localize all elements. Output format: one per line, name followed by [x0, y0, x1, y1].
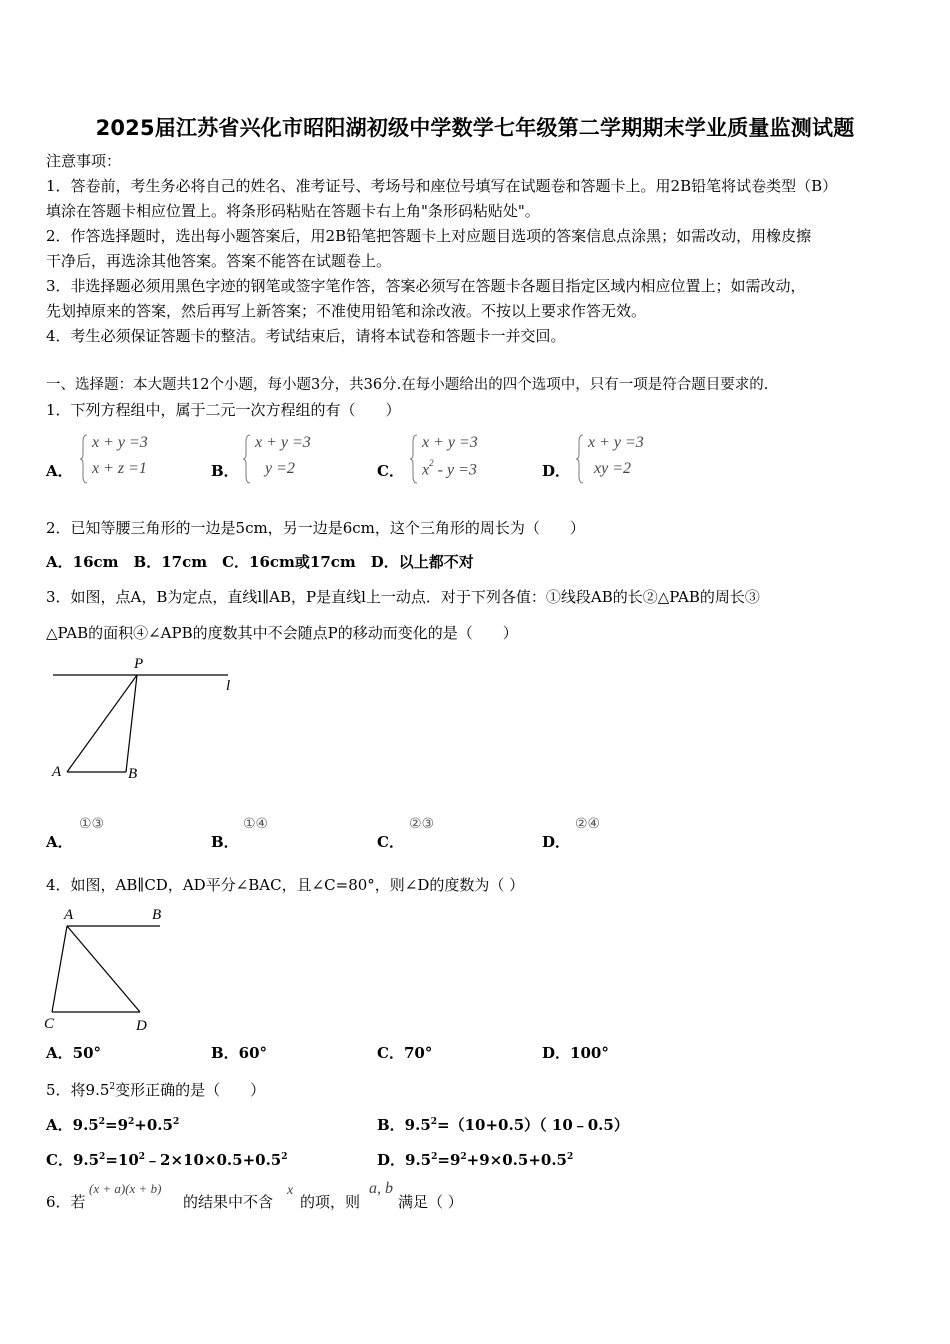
exponent: 2 [172, 1117, 180, 1127]
question-3-stem-line1: 3．如图，点A，B为定点，直线l∥AB，P是直线l上一动点．对于下列各值：①线段AB的长②△PAB的周长③ [46, 588, 760, 606]
segment-pb [126, 675, 137, 772]
question-5-stem [46, 1075, 265, 1103]
label-b: B [128, 766, 138, 782]
equation: x + y =3 [422, 434, 478, 451]
q4-option-a: A．50° [46, 1044, 102, 1062]
equation: xy =2 [594, 460, 631, 477]
q1-option-a-system [80, 434, 170, 488]
segment-pa [67, 675, 137, 772]
q3-option-a-label: A． [46, 833, 73, 851]
q1-option-c-label: C． [377, 462, 404, 480]
q1-option-d-label: D． [542, 462, 571, 480]
q4-option-b: B．60° [211, 1044, 268, 1062]
q3-option-c-value: ②③ [409, 816, 435, 832]
equation: y =2 [265, 460, 295, 477]
question-6-mid2: 的项，则 [300, 1193, 361, 1211]
q3-option-d-value: ②④ [575, 816, 601, 832]
brace-icon [576, 434, 584, 484]
note-line: 干净后，再选涂其他答案。答案不能答在试题卷上。 [46, 252, 392, 270]
q1-option-a-label: A． [46, 462, 73, 480]
option-part: =9 [105, 1116, 129, 1134]
option-part: ﹣2×10×0.5+0.5 [145, 1151, 282, 1169]
q5-option-b [377, 1110, 629, 1138]
q6-expression: (x + a)(x + b) [89, 1181, 162, 1196]
question-4-stem: 4．如图，AB∥CD，AD平分∠BAC，且∠C=80°，则∠D的度数为（ ） [46, 876, 525, 894]
segment-ad [67, 926, 140, 1012]
question-6-mid: 的结果中不含 [183, 1193, 274, 1211]
equation-part: x [422, 461, 430, 479]
exponent: 2 [281, 1152, 288, 1162]
exponent: 2 [109, 1082, 116, 1092]
exponent: 2 [431, 1152, 438, 1162]
q1-option-c-system [410, 434, 510, 488]
option-part: B．9.5 [377, 1116, 431, 1134]
brace-icon [410, 434, 418, 484]
exponent: 2 [567, 1152, 574, 1162]
exponent: 2 [138, 1152, 146, 1162]
q4-option-c: C．70° [377, 1044, 433, 1062]
q1-option-b-label: B． [211, 462, 239, 480]
question-6-post: 满足（ ） [398, 1193, 463, 1211]
q6-variables: a, b [369, 1180, 393, 1197]
label-a: A [64, 907, 74, 923]
label-p: P [134, 656, 144, 672]
option-part: =10 [105, 1151, 139, 1169]
option-part: =（10+0.5）（ 10﹣0.5） [437, 1116, 629, 1134]
stem-text: 5．将9.5 [46, 1081, 110, 1099]
question-2-options: A．16cm B．17cm C．16cm或17cm D．以上都不对 [46, 553, 474, 571]
q3-option-a-value: ①③ [79, 816, 105, 832]
note-line: 先划掉原来的答案，然后再写上新答案；不准使用铅笔和涂改液。不按以上要求作答无效。 [46, 302, 647, 320]
equation: x + y =3 [588, 434, 644, 451]
question-6-pre: 6．若 [46, 1193, 86, 1211]
question-3-stem-line2: △PAB的面积④∠APB的度数其中不会随点P的移动而变化的是（ ） [46, 624, 518, 642]
note-line: 3．非选择题必须用黑色字迹的钢笔或签字笔作答，答案必须写在答题卡各题目指定区域内相应位置上；如需改动， [46, 277, 806, 295]
exponent: 2 [99, 1152, 106, 1162]
label-c: C [44, 1016, 55, 1032]
brace-icon [80, 434, 88, 484]
q3-option-d-label: D． [542, 833, 571, 851]
q3-option-b-label: B． [211, 833, 239, 851]
equation: x + z =1 [92, 460, 147, 477]
q1-option-b-system [243, 434, 333, 488]
q5-option-d [377, 1145, 573, 1173]
exponent: 2 [429, 458, 434, 468]
note-line: 填涂在答题卡相应位置上。将条形码粘贴在答题卡右上角"条形码粘贴处"。 [46, 202, 540, 220]
q3-option-c-label: C． [377, 833, 404, 851]
section-heading: 一、选择题：本大题共12个小题，每小题3分，共36分.在每小题给出的四个选项中，只有一项是符合题目要求的. [46, 377, 769, 393]
q3-figure [40, 650, 250, 785]
question-1-stem: 1．下列方程组中，属于二元一次方程组的有（ ） [46, 401, 401, 419]
q6-variable: x [287, 1183, 294, 1198]
label-a: A [52, 764, 62, 780]
q1-option-d-system [576, 434, 666, 488]
page-title: 2025届江苏省兴化市昭阳湖初级中学数学七年级第二学期期末学业质量监测试题 [95, 116, 855, 140]
q5-option-c [46, 1145, 288, 1173]
stem-text: 变形正确的是（ ） [115, 1081, 266, 1099]
option-part: =9 [437, 1151, 461, 1169]
option-part: +0.5 [134, 1116, 173, 1134]
note-line: 4．考生必须保证答题卡的整洁。考试结束后，请将本试卷和答题卡一并交回。 [46, 327, 566, 345]
option-part: C．9.5 [46, 1151, 100, 1169]
option-part: D．9.5 [377, 1151, 432, 1169]
equation: x + y =3 [92, 434, 148, 451]
q4-option-d: D．100° [542, 1044, 609, 1062]
option-part: A．9.5 [46, 1116, 99, 1134]
label-d: D [136, 1018, 147, 1034]
notes-heading: 注意事项： [46, 152, 122, 170]
q4-figure [40, 902, 180, 1037]
question-2-stem: 2．已知等腰三角形的一边是5cm，另一边是6cm，这个三角形的周长为（ ） [46, 519, 585, 537]
q3-option-b-value: ①④ [243, 816, 269, 832]
exponent: 2 [98, 1117, 106, 1127]
equation-part: - y =3 [433, 461, 477, 479]
segment-ac [52, 926, 67, 1012]
note-line: 1．答卷前，考生务必将自己的姓名、准考证号、考场号和座位号填写在试题卷和答题卡上。用2B铅笔将试卷类型（B） [46, 177, 838, 195]
label-b: B [152, 907, 162, 923]
note-line: 2．作答选择题时，选出每小题答案后，用2B铅笔把答题卡上对应题目选项的答案信息点涂黑；如需改动，用橡皮擦 [46, 227, 812, 245]
option-part: +9×0.5+0.5 [466, 1151, 567, 1169]
exponent: 2 [460, 1152, 467, 1162]
exponent: 2 [128, 1117, 135, 1127]
exponent: 2 [430, 1117, 438, 1127]
brace-icon [243, 434, 251, 484]
label-l: l [226, 678, 231, 694]
equation [422, 460, 477, 479]
equation: x + y =3 [255, 434, 311, 451]
q5-option-a [46, 1110, 179, 1138]
